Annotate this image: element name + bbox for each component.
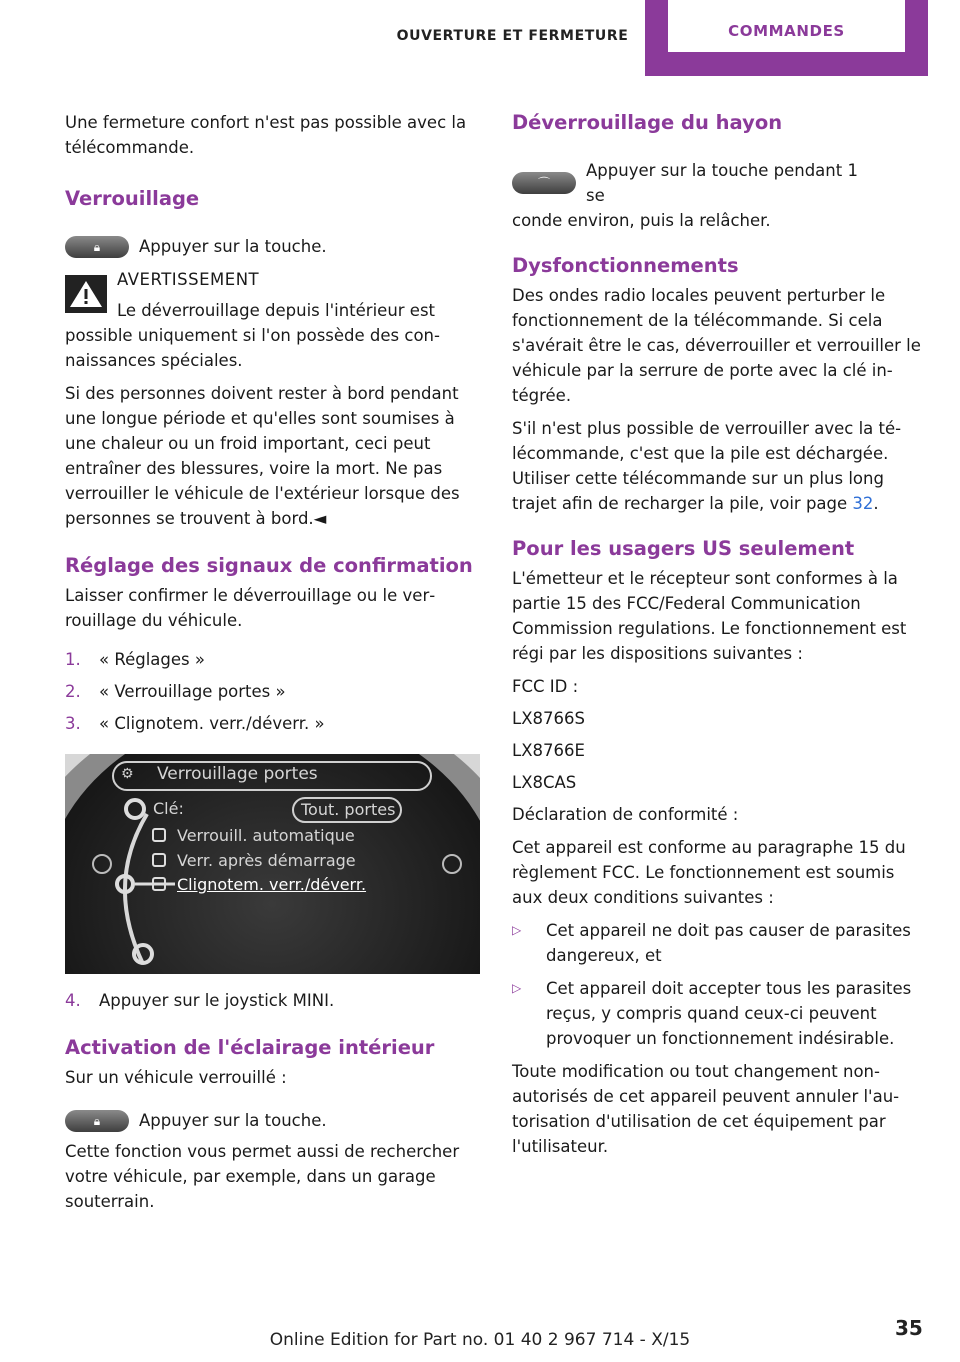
interior-paragraph-2: Cette fonction vous permet aussi de rechercher votre véhicule, par exemple, dans un garage souterrain. [65, 1142, 460, 1211]
heading-us-users: Pour les usagers US seulement [512, 537, 855, 560]
tailgate-action-row [512, 158, 927, 208]
malfunction-paragraph-1: Des ondes radio locales peuvent perturber le fonctionnement de la télécommande. Si cela s'avérait être le cas, déverrouiller et verrouiller le véhicule par la serrure de porte avec la clé intégrée. [512, 286, 921, 405]
screen-title: Verrouillage portes [157, 764, 318, 784]
lock-action-text: Appuyer sur la touche. [139, 237, 327, 256]
interior-action-text: Appuyer sur la touche. [139, 1111, 327, 1130]
tailgate-line1: Appuyer sur la touche pendant 1 se [586, 161, 858, 205]
screen-key-label: Clé: [153, 799, 184, 818]
warning-paragraph-2: Si des personnes doivent rester à bord pendant une longue période et qu'elles sont soumises à une chaleur ou un froid important, ceci peut entraîner des blessures, voire la mort. Ne pas verrouiller le véhicule de l'extérieur lorsque des personnes se trouvent à bord.◄ [65, 384, 460, 528]
lock-action-row [65, 234, 480, 259]
warning-block [65, 267, 480, 531]
fcc-id-1: LX8766S [512, 709, 585, 728]
malfunction-paragraph-2: S'il n'est plus possible de verrouiller avec la télécommande, c'est que la pile est déchargée. Utiliser cette télécommande sur un plus long trajet afin de recharger la pile, voir page 32. [512, 419, 902, 513]
screen-option-3[interactable]: Clignotem. verr./déverr. [177, 875, 367, 894]
fcc-id-label: FCC ID : [512, 677, 579, 696]
lock-key-icon: 🔒︎ [65, 236, 129, 258]
heading-malfunction: Dysfonctionnements [512, 254, 739, 277]
footer-edition: Online Edition for Part no. 01 40 2 967 714 - X/15 [269, 1330, 691, 1350]
warning-title: AVERTISSEMENT [117, 270, 260, 289]
interior-action-row [65, 1108, 480, 1133]
lock-key-icon: 🔒︎ [65, 1110, 129, 1132]
warning-text: possible uniquement si l'on possède des connaissances spéciales. [65, 326, 440, 370]
tailgate-key-icon: ⌒ [512, 172, 576, 194]
us-paragraph-2: Cet appareil est conforme au paragraphe 15 du règlement FCC. Le fonctionnement est soumis aux deux conditions suivantes : [512, 838, 906, 907]
screen-key-value[interactable]: Tout. portes [301, 800, 396, 819]
declaration-label: Déclaration de conformité : [512, 805, 739, 824]
display-screenshot [65, 754, 480, 974]
us-paragraph-3: Toute modification ou tout changement non-autorisés de cet appareil peuvent annuler l'autorisation d'utilisation de cet équipement par l'utilisateur. [512, 1062, 900, 1156]
page-number: 35 [895, 1316, 923, 1340]
conditions-list [512, 918, 927, 1051]
tailgate-text: conde environ, puis la relâcher. [512, 211, 771, 230]
list-item: ▷ Cet appareil doit accepter tous les parasites reçus, y compris quand ceux-ci peuvent provoquer un fonctionnement indésirable. [512, 976, 927, 1051]
steps-list [65, 647, 480, 736]
list-item: 1. « Réglages » [65, 650, 205, 669]
left-column [65, 110, 480, 1214]
triangle-bullet-icon: ▷ [512, 981, 522, 995]
interior-text: Sur un véhicule verrouillé : [65, 1068, 287, 1087]
chapter-tab[interactable]: COMMANDES [668, 0, 905, 52]
heading-interior-light: Activation de l'éclairage intérieur [65, 1036, 435, 1059]
heading-lock: Verrouillage [65, 187, 200, 210]
triangle-bullet-icon: ▷ [512, 923, 522, 937]
warning-icon [65, 275, 107, 313]
gear-icon: ⚙ [121, 766, 134, 782]
screen-option-2[interactable]: Verr. après démarrage [177, 851, 356, 870]
us-paragraph-1: L'émetteur et le récepteur sont conformes à la partie 15 des FCC/Federal Communication Commission regulations. Le fonctionnement est régi par les dispositions suivantes : [512, 569, 907, 663]
heading-signals: Réglage des signaux de confirmation [65, 554, 473, 577]
list-item: 4. Appuyer sur le joystick MINI. [65, 991, 335, 1010]
intro-text: Une fermeture confort n'est pas possible avec la télécommande. [65, 113, 467, 157]
fcc-id-3: LX8CAS [512, 773, 577, 792]
list-item: 3. « Clignotem. verr./déverr. » [65, 714, 325, 733]
heading-tailgate: Déverrouillage du hayon [512, 111, 783, 134]
page-link[interactable]: 32 [852, 494, 874, 513]
screen-option-1[interactable]: Verrouill. automatique [177, 826, 355, 845]
signals-text: Laisser confirmer le déverrouillage ou le verrouillage du véhicule. [65, 586, 436, 630]
steps-list-continued [65, 988, 480, 1013]
right-column [512, 110, 927, 1159]
list-item: ▷ Cet appareil ne doit pas causer de parasites dangereux, et [512, 918, 927, 968]
warning-line1: Le déverrouillage depuis l'intérieur est [117, 301, 436, 320]
section-title: OUVERTURE ET FERMETURE [396, 28, 629, 44]
list-item: 2. « Verrouillage portes » [65, 682, 286, 701]
fcc-id-2: LX8766E [512, 741, 585, 760]
